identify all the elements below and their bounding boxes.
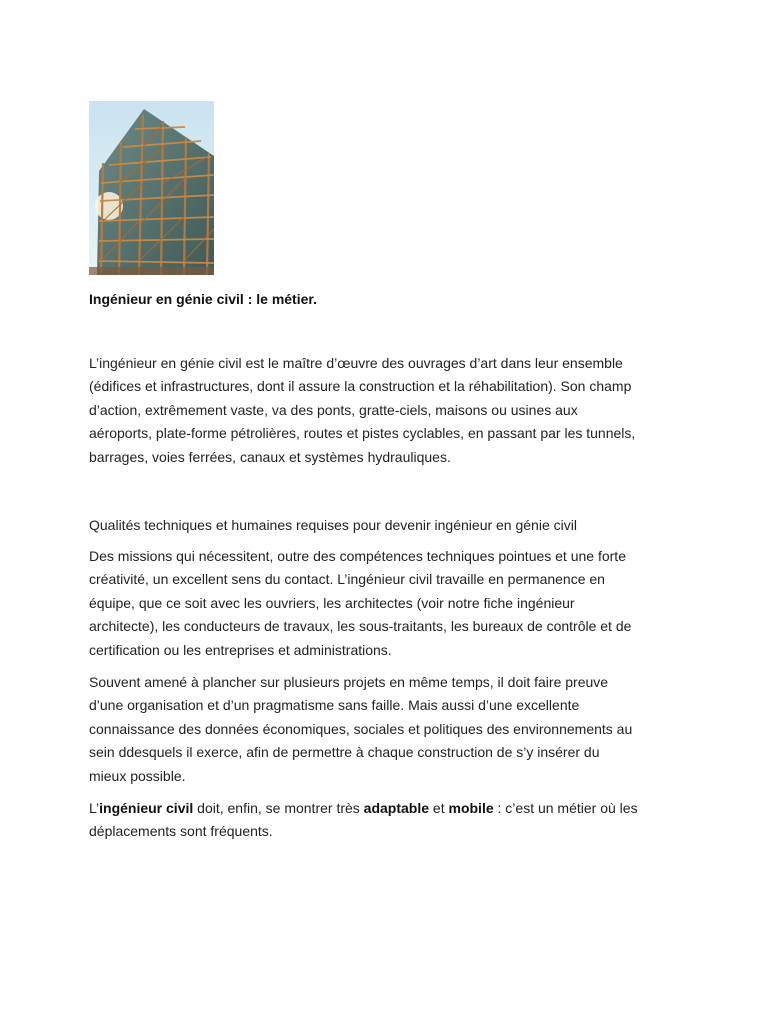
- paragraph-line: équipe, que ce soit avec les ouvriers, les architectes (voir notre fiche ingénieur: [89, 594, 575, 611]
- bold-term-mobile: mobile: [448, 800, 494, 816]
- missions-paragraph: [89, 545, 689, 662]
- text-run: et: [429, 800, 449, 816]
- paragraph-line: (édifices et infrastructures, dont il assure la construction et la réhabilitation). Son champ: [89, 378, 632, 395]
- paragraph-line: [89, 797, 689, 820]
- paragraph-line: Souvent amené à plancher sur plusieurs projets en même temps, il doit faire preuve: [89, 674, 609, 690]
- text-run: doit, enfin, se montrer très: [193, 800, 364, 816]
- projects-paragraph: [89, 671, 689, 788]
- paragraph-line: déplacements sont fréquents.: [89, 823, 273, 840]
- paragraph-line: mieux possible.: [89, 767, 186, 784]
- subheading-text: Qualités techniques et humaines requises pour devenir ingénieur en génie civil: [89, 517, 577, 533]
- intro-paragraph: [89, 352, 689, 469]
- paragraph-line: architecte), les conducteurs de travaux, les sous-traitants, les bureaux de contrôle et de: [89, 618, 632, 635]
- page-title: Ingénieur en génie civil : le métier.: [89, 291, 317, 307]
- paragraph-line: connaissance des données économiques, sociales et politiques des environnements au: [89, 720, 633, 737]
- bold-term-adaptable: adaptable: [363, 800, 430, 816]
- building-scaffolding-photo: [89, 101, 214, 275]
- text-run: L’: [89, 800, 100, 816]
- paragraph-line: certification ou les entreprises et administrations.: [89, 641, 392, 658]
- section-subheading: [89, 514, 689, 537]
- paragraph-line: sein ddesquels il exerce, afin de permettre à chaque construction de s’y insérer du: [89, 744, 600, 761]
- closing-paragraph: [89, 797, 689, 844]
- paragraph-line: d’une organisation et d’un pragmatisme sans faille. Mais aussi d’une excellente: [89, 697, 580, 714]
- paragraph-line: L’ingénieur en génie civil est le maître d’œuvre des ouvrages d’art dans leur ensemble: [89, 355, 623, 371]
- paragraph-line: aéroports, plate-forme pétrolières, routes et pistes cyclables, en passant par les tunnels,: [89, 425, 636, 442]
- paragraph-line: Des missions qui nécessitent, outre des compétences techniques pointues et une forte: [89, 548, 626, 564]
- paragraph-line: d’action, extrêmement vaste, va des ponts, gratte-ciels, maisons ou usines aux: [89, 401, 578, 418]
- bold-term-civil-engineer: ingénieur civil: [99, 800, 194, 816]
- paragraph-line: barrages, voies ferrées, canaux et systèmes hydrauliques.: [89, 448, 451, 465]
- text-run: : c’est un métier où les: [493, 800, 638, 816]
- paragraph-line: créativité, un excellent sens du contact. L’ingénieur civil travaille en permanence en: [89, 571, 605, 588]
